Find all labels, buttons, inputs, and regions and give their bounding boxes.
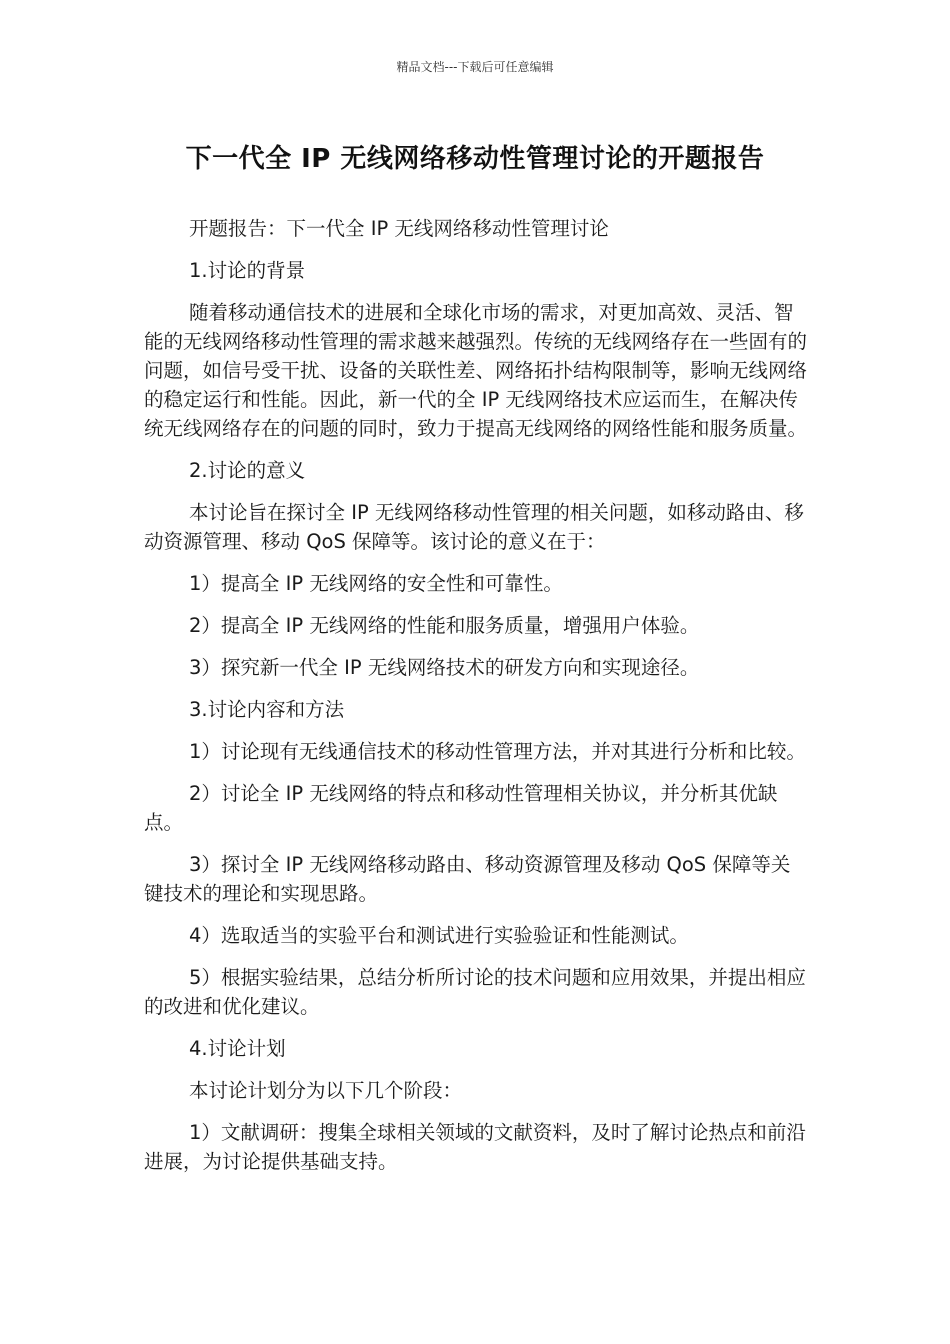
paragraph-subtitle: 开题报告：下一代全 IP 无线网络移动性管理讨论 xyxy=(189,217,609,240)
list-item: 4）选取适当的实验平台和测试进行实验验证和性能测试。 xyxy=(189,924,689,947)
paragraph-significance: 本讨论旨在探讨全 IP 无线网络移动性管理的相关问题，如移动路由、移动资源管理、移动 QoS 保障等。该讨论的意义在于： xyxy=(144,501,804,553)
section-heading-plan: 4.讨论计划 xyxy=(189,1037,286,1060)
list-item: 3）探究新一代全 IP 无线网络技术的研发方向和实现途径。 xyxy=(189,656,700,679)
section-heading-background: 1.讨论的背景 xyxy=(189,259,306,282)
list-item: 1）文献调研：搜集全球相关领域的文献资料，及时了解讨论热点和前沿进展，为讨论提供基础支持。 xyxy=(144,1121,806,1173)
section-heading-significance: 2.讨论的意义 xyxy=(189,459,306,482)
list-item: 2）讨论全 IP 无线网络的特点和移动性管理相关协议，并分析其优缺点。 xyxy=(144,782,778,834)
paragraph-plan-intro: 本讨论计划分为以下几个阶段： xyxy=(189,1079,463,1102)
paragraph-background: 随着移动通信技术的进展和全球化市场的需求，对更加高效、灵活、智能的无线网络移动性管理的需求越来越强烈。传统的无线网络存在一些固有的问题，如信号受干扰、设备的关联性差、网络拓扑结构限制等，影响无线网络的稳定运行和性能。因此，新一代的全 IP 无线网络技术应运而生，在解决传统无线网络存在的问题的同时，致力于提高无线网络的网络性能和服务质量。 xyxy=(144,301,808,440)
list-item: 1）讨论现有无线通信技术的移动性管理方法，并对其进行分析和比较。 xyxy=(189,740,806,763)
list-item: 3）探讨全 IP 无线网络移动路由、移动资源管理及移动 QoS 保障等关键技术的理论和实现思路。 xyxy=(144,853,791,905)
list-item: 5）根据实验结果，总结分析所讨论的技术问题和应用效果，并提出相应的改进和优化建议。 xyxy=(144,966,806,1018)
page-header-note: 精品文档---下载后可任意编辑 xyxy=(396,60,554,74)
document-title: 下一代全 IP 无线网络移动性管理讨论的开题报告 xyxy=(185,144,765,174)
list-item: 1）提高全 IP 无线网络的安全性和可靠性。 xyxy=(189,572,563,595)
section-heading-content-methods: 3.讨论内容和方法 xyxy=(189,698,345,721)
document-body xyxy=(144,214,808,1189)
list-item: 2）提高全 IP 无线网络的性能和服务质量，增强用户体验。 xyxy=(189,614,700,637)
